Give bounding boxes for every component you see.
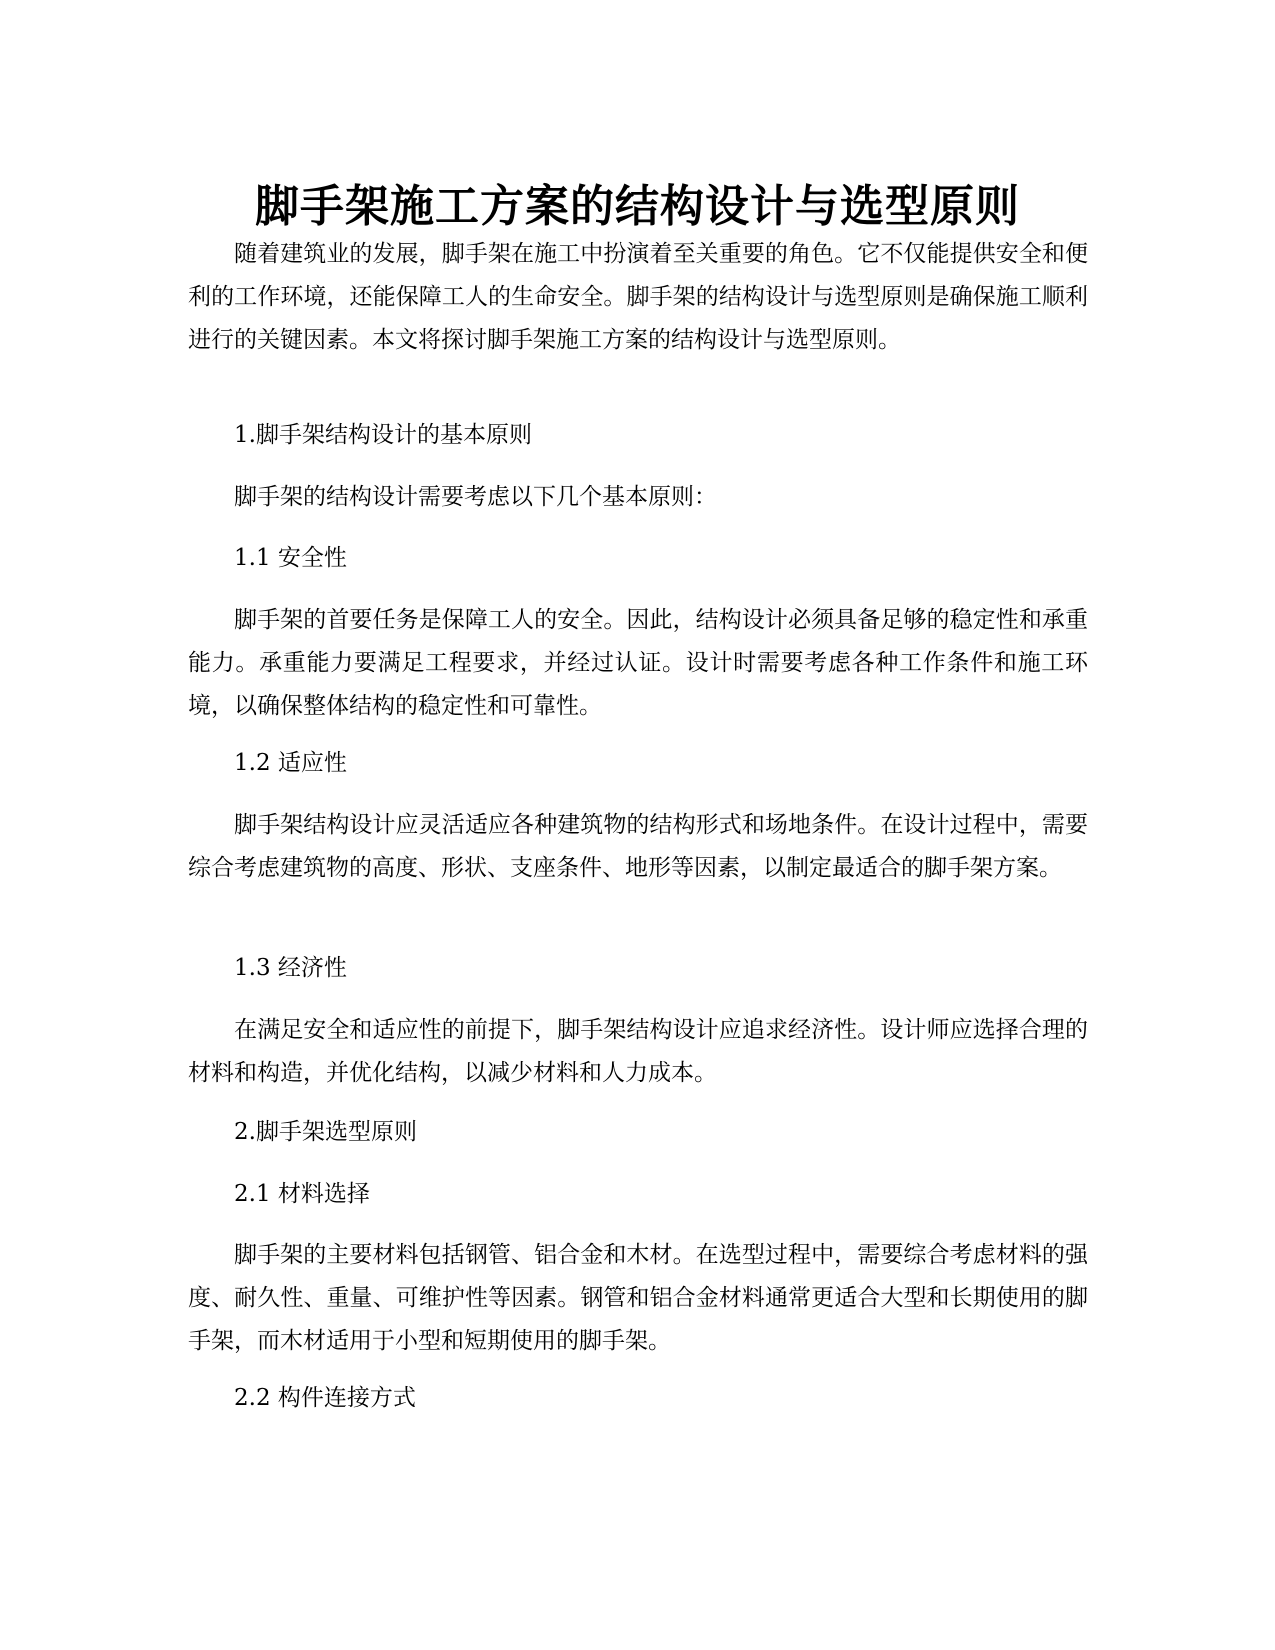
section-2-1-heading: 2.1 材料选择: [234, 1181, 370, 1207]
section-2-heading: 2.脚手架选型原则: [234, 1119, 417, 1145]
section-2-1-body: 脚手架的主要材料包括钢管、铝合金和木材。在选型过程中，需要综合考虑材料的强度、耐久性、重量、可维护性等因素。钢管和铝合金材料通常更适合大型和长期使用的脚手架，而木材适用于小型和短期使用的脚手架。: [188, 1242, 1088, 1354]
section-1-3-body: 在满足安全和适应性的前提下，脚手架结构设计应追求经济性。设计师应选择合理的材料和构造，并优化结构，以减少材料和人力成本。: [188, 1017, 1088, 1086]
section-1-lead: 脚手架的结构设计需要考虑以下几个基本原则：: [234, 484, 717, 510]
section-1-heading: 1.脚手架结构设计的基本原则: [234, 422, 532, 448]
document-title: 脚手架施工方案的结构设计与选型原则: [255, 181, 1020, 233]
section-2-2-heading: 2.2 构件连接方式: [234, 1385, 416, 1411]
section-1-1-body: 脚手架的首要任务是保障工人的安全。因此，结构设计必须具备足够的稳定性和承重能力。承重能力要满足工程要求，并经过认证。设计时需要考虑各种工作条件和施工环境，以确保整体结构的稳定性和可靠性。: [188, 607, 1088, 719]
section-1-1-heading: 1.1 安全性: [234, 545, 347, 571]
section-1-2-body: 脚手架结构设计应灵活适应各种建筑物的结构形式和场地条件。在设计过程中，需要综合考虑建筑物的高度、形状、支座条件、地形等因素，以制定最适合的脚手架方案。: [188, 812, 1088, 881]
section-1-2-heading: 1.2 适应性: [234, 750, 347, 776]
section-1-3-heading: 1.3 经济性: [234, 955, 347, 981]
intro-paragraph: 随着建筑业的发展，脚手架在施工中扮演着至关重要的角色。它不仅能提供安全和便利的工作环境，还能保障工人的生命安全。脚手架的结构设计与选型原则是确保施工顺利进行的关键因素。本文将探讨脚手架施工方案的结构设计与选型原则。: [188, 241, 1088, 353]
